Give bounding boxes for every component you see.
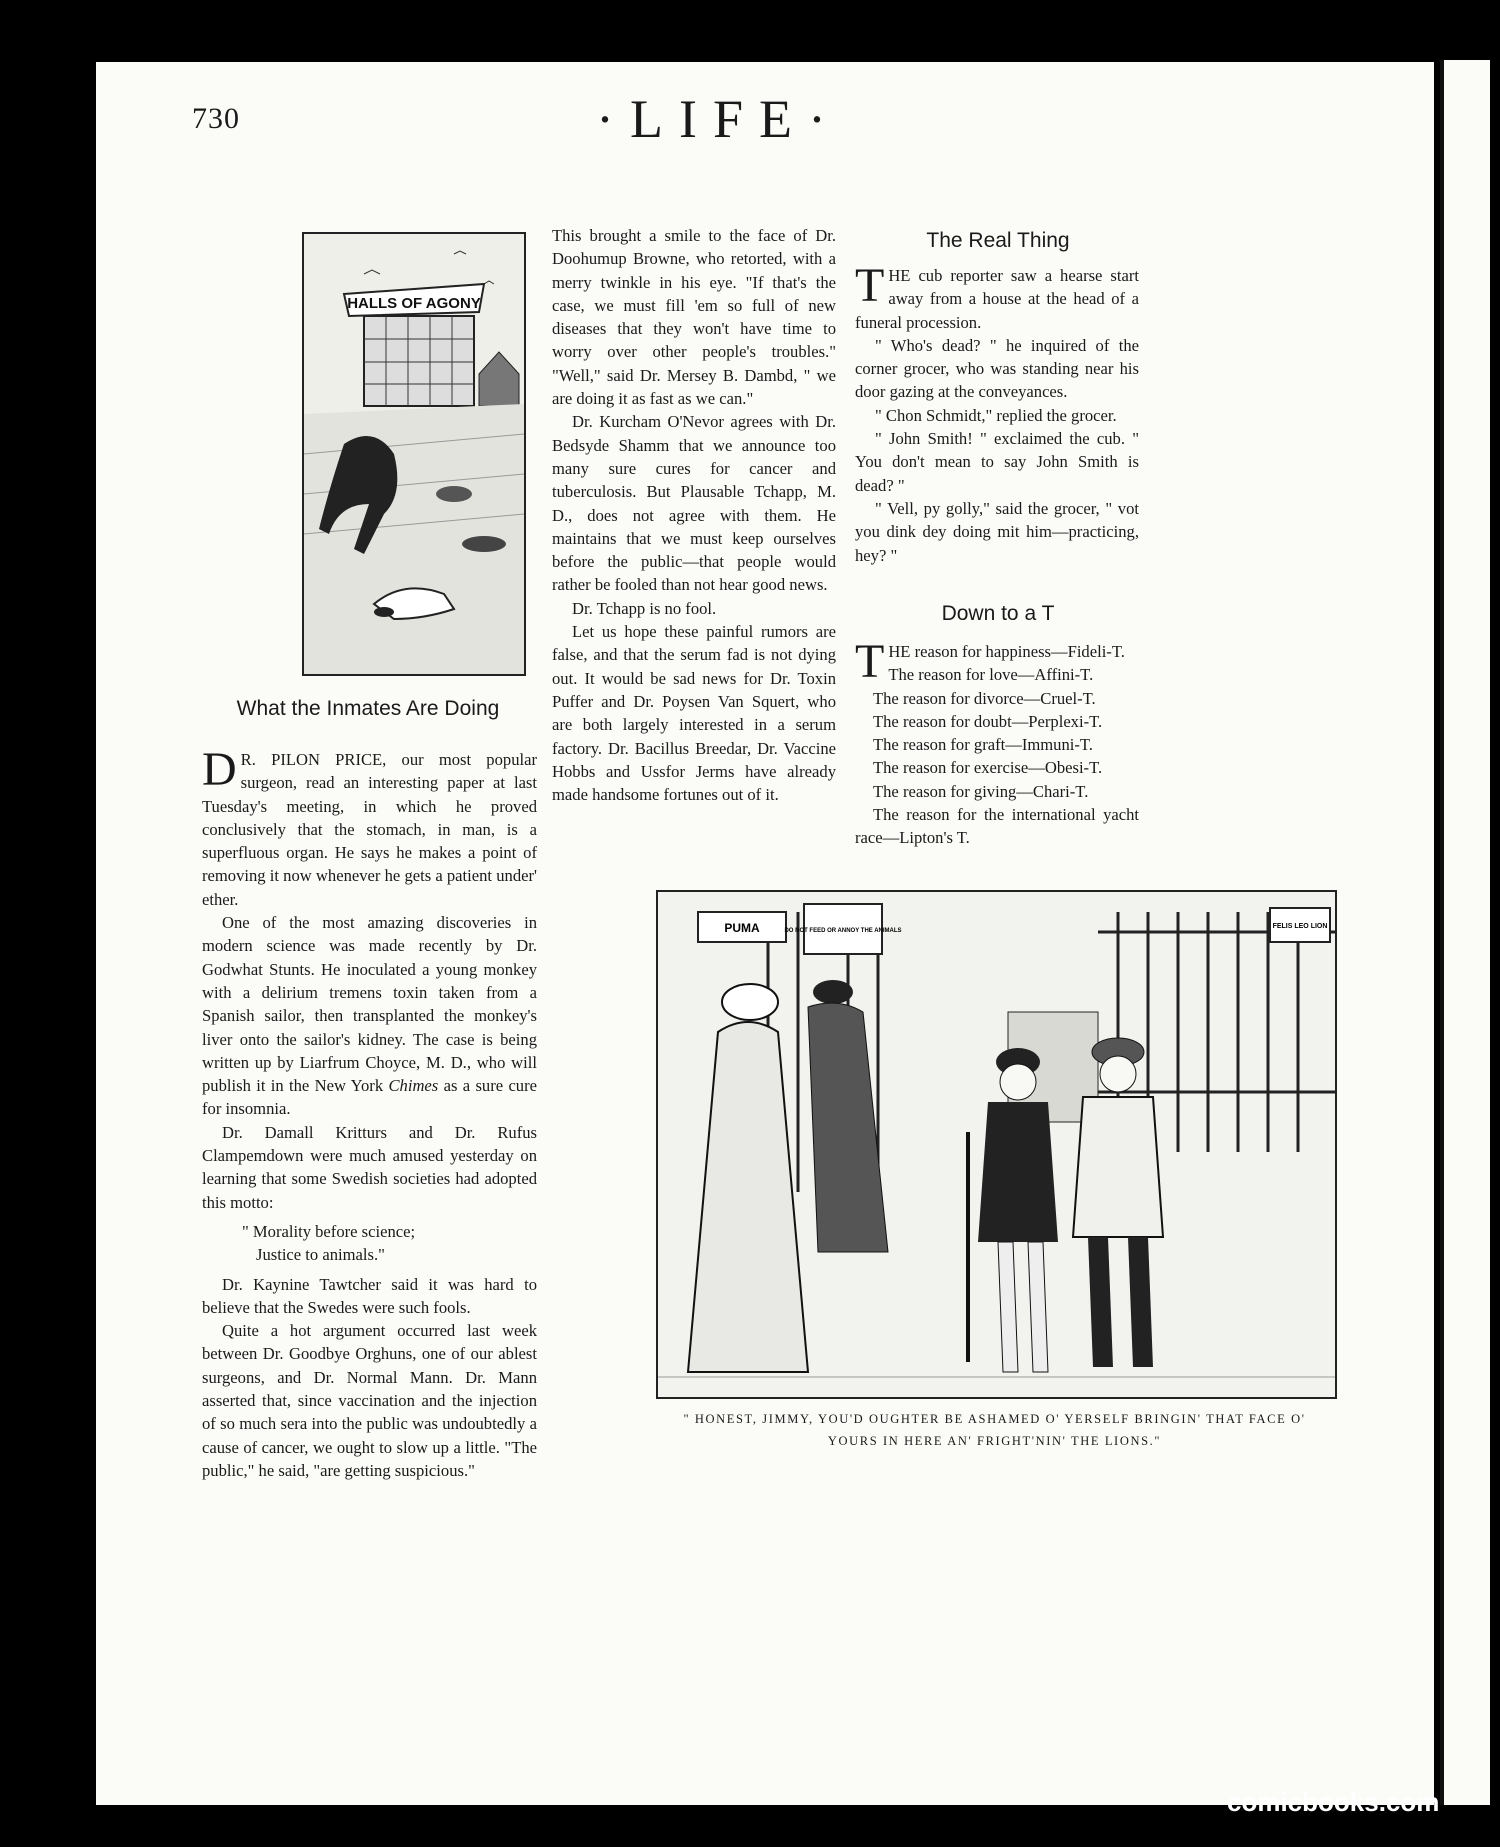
list-item: The reason for exercise—Obesi-T. — [873, 758, 1103, 778]
column-1 — [202, 743, 537, 1482]
list-item-text: HE reason for happiness—Fideli-T. — [888, 642, 1125, 661]
paragraph — [202, 911, 537, 1121]
zoo-caption: " HONEST, JIMMY, YOU'D OUGHTER BE ASHAMED O' YERSELF BRINGIN' THAT FACE O' YOURS IN HERE AN' FRIGHT'NIN' THE LIONS." — [683, 1412, 1306, 1448]
lion-sign: FELIS LEO LION — [1272, 923, 1328, 930]
paragraph: " Vell, py golly," said the grocer, " vot you dink dey doing mit him—practicing, hey? " — [855, 498, 1139, 565]
column-3-t-list — [855, 635, 1139, 850]
drop-cap: T — [855, 259, 885, 312]
watermark: comicbooks.com — [1227, 1787, 1440, 1817]
building — [364, 316, 474, 406]
zoo-illustration — [656, 890, 1337, 1399]
puma-sign: PUMA — [724, 921, 760, 935]
paragraph: " Who's dead? " he inquired of the corner grocer, who was standing near his door gazing at the conveyances. — [855, 335, 1139, 402]
page-number: 730 — [192, 102, 240, 135]
list-item: The reason for giving—Chari-T. — [873, 781, 1089, 801]
paragraph: Let us hope these painful rumors are false, and that the serum fad is not dying out. It would be sad news for Dr. Toxin Puffer and Dr. Poysen Van Squert, who are both largely interested in a serum factory. Dr. Bacillus Breedar, Dr. Vaccine Hobbs and Ussfor Jerms have already made handsome fortunes out of it. — [552, 622, 836, 805]
paragraph: Dr. Kurcham O'Nevor agrees with Dr. Bedsyde Shamm that we announce too many sure cures for cancer and tuberculosis. But Plausable Tchapp, M. D., does not agree with them. He maintains that we must keep ourselves before the public—that people would rather be fooled than not hear good news. — [552, 412, 836, 595]
paragraph: This brought a smile to the face of Dr. Doohumup Browne, who retorted, with a merry twinkle in his eye. "If that's the case, we must fill 'em so full of new diseases that they won't have time to worry over other people's troubles." "Well," said Dr. Mersey B. Dambd, " we are doing it as fast as we can." — [552, 226, 836, 409]
column-2 — [552, 224, 836, 806]
paragraph: Dr. Damall Kritturs and Dr. Rufus Clampemdown were much amused yesterday on learning that some Swedish societies had adopted this motto: — [202, 1122, 537, 1212]
list-item: The reason for the international yacht race—Lipton's T. — [855, 805, 1139, 848]
paragraph: Dr. Kaynine Tawtcher said it was hard to believe that the Swedes were such fools. — [202, 1274, 537, 1317]
paragraph-text: R. PILON PRICE, our most popular surgeon, read an interesting paper at last Tuesday's meeting, in which he proved conclusively that the stomach, in man, is a superfluous organ. He says he makes a point of removing it now whenever he gets a patient under' ether. — [202, 750, 537, 909]
paragraph — [202, 743, 537, 911]
paragraph: " Chon Schmidt," replied the grocer. — [875, 405, 1117, 425]
heading-inmates: What the Inmates Are Doing — [236, 697, 500, 720]
paragraph-text: HE cub reporter saw a hearse start away from a house at the head of a funeral procession. — [855, 266, 1139, 332]
paragraph — [855, 259, 1139, 334]
do-not-feed-sign: DO NOT FEED OR ANNOY THE ANIMALS — [784, 928, 902, 934]
masthead: ·LIFE· — [596, 89, 842, 149]
paragraph: Dr. Tchapp is no fool. — [572, 598, 717, 618]
heading-real-thing: The Real Thing — [926, 229, 1070, 252]
paragraph-text: as a sure cure for insomnia. — [202, 1076, 537, 1119]
list-item: The reason for love—Affini-T. — [888, 665, 1094, 685]
list-item: The reason for divorce—Cruel-T. — [873, 688, 1096, 708]
paragraph-text: One of the most amazing discoveries in modern science was made recently by Dr. Godwhat Stunts. He inoculated a young monkey with a delirium tremens toxin taken from a Spanish sailor, then transplanted the monkey's liver onto the sailor's kidney. The case is being written up by Liarfrum Choyce, M. D., who will publish it in the New York — [202, 913, 537, 1096]
list-item: The reason for doubt—Perplexi-T. — [873, 711, 1103, 731]
halls-of-agony-drawing — [304, 234, 524, 674]
paragraph: " John Smith! " exclaimed the cub. " You don't mean to say John Smith is dead? " — [855, 429, 1139, 495]
column-3-real-thing — [855, 259, 1139, 567]
drop-cap: D — [202, 743, 237, 796]
next-page-edge — [1440, 60, 1490, 1805]
sign-text: HALLS OF AGONY — [347, 295, 481, 312]
halls-of-agony-illustration — [302, 232, 526, 676]
list-item: The reason for graft—Immuni-T. — [873, 735, 1093, 755]
italic-title: Chimes — [388, 1076, 439, 1096]
zoo-drawing — [658, 892, 1335, 1397]
drop-cap: T — [855, 635, 885, 688]
paragraph: Quite a hot argument occurred last week between Dr. Goodbye Orghuns, one of our ablest surgeons, and Dr. Normal Mann. Dr. Mann asserted that, since vaccination and the injection of so much sera into the public was undoubtedly a cause of cancer, we ought to slow up a little. "The public," he said, "are getting suspicious." — [202, 1321, 537, 1480]
verse-line: Justice to animals." — [256, 1245, 385, 1265]
verse-line: " Morality before science; — [242, 1221, 416, 1241]
heading-down-to-a-t: Down to a T — [941, 602, 1055, 625]
